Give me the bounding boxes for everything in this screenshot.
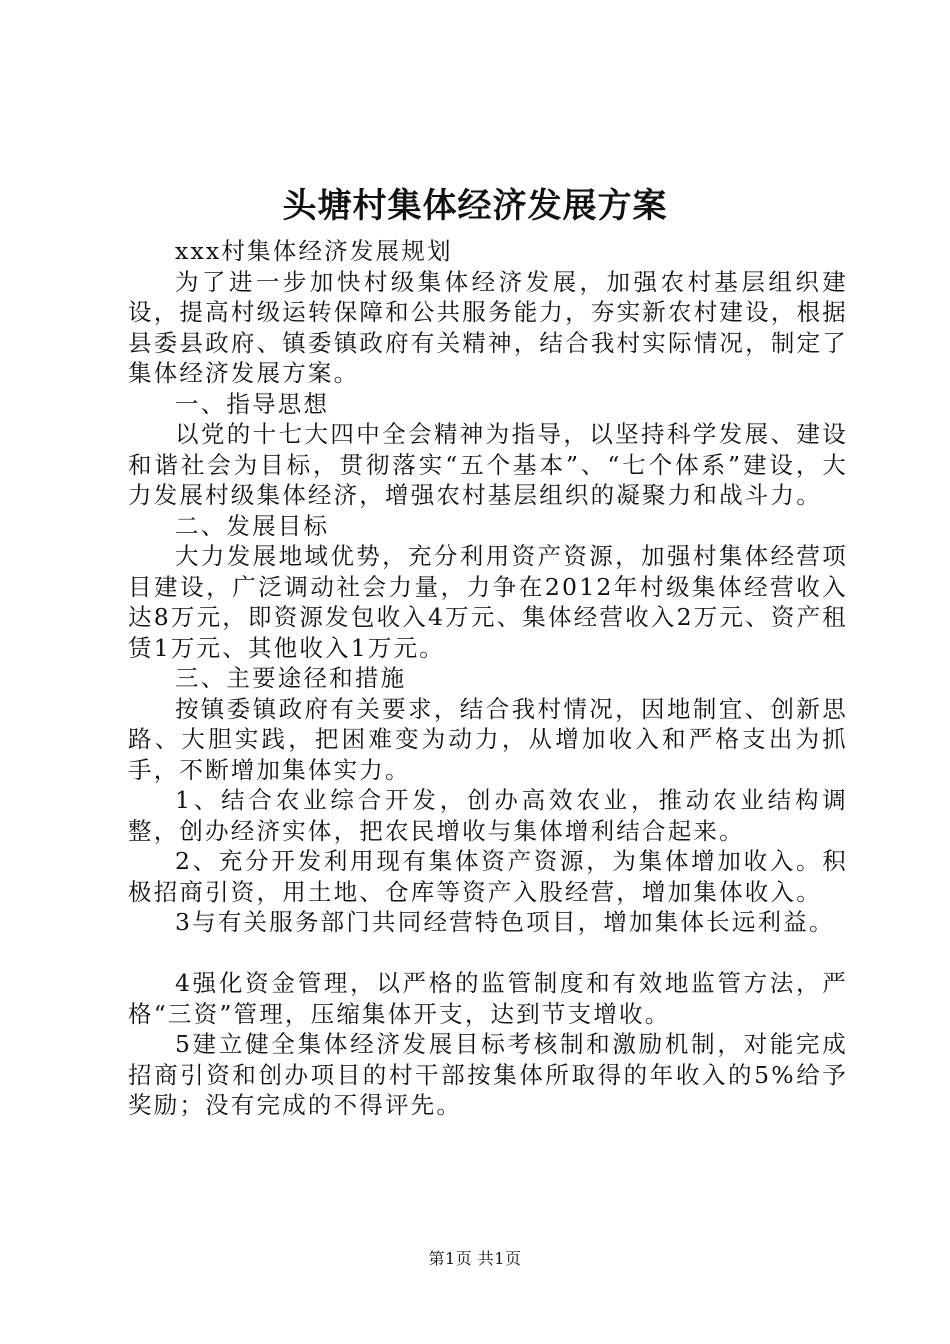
subtitle-paragraph: xxx村集体经济发展规划 bbox=[175, 237, 453, 265]
measure-item-1: 1、结合农业综合开发，创办高效农业，推动农业结构调整，创办经济实体，把农民增收与集体增利结合起来。 bbox=[128, 786, 848, 845]
measure-item-3: 3与有关服务部门共同经营特色项目，增加集体长远利益。 bbox=[175, 908, 835, 936]
document-body bbox=[128, 236, 848, 1121]
page-footer: 第1页 共1页 bbox=[428, 1249, 522, 1268]
intro-paragraph: 为了进一步加快村级集体经济发展，加强农村基层组织建设，提高村级运转保障和公共服务能力，夯实新农村建设，根据县委县政府、镇委镇政府有关精神，结合我村实际情况，制定了集体经济发展方案。 bbox=[128, 267, 848, 387]
measures-paragraph: 按镇委镇政府有关要求，结合我村情况，因地制宜、创新思路、大胆实践，把困难变为动力，从增加收入和严格支出为抓手，不断增加集体实力。 bbox=[128, 694, 848, 784]
section-heading-measures: 三、主要途径和措施 bbox=[175, 664, 407, 692]
measure-item-2: 2、充分开发利用现有集体资产资源，为集体增加收入。积极招商引资，用土地、仓库等资产入股经营，增加集体收入。 bbox=[128, 847, 848, 906]
measure-item-5: 5建立健全集体经济发展目标考核制和激励机制，对能完成招商引资和创办项目的村干部按集体所取得的年收入的5%给予奖励；没有完成的不得评先。 bbox=[128, 1030, 848, 1119]
section-heading-guiding-thought: 一、指导思想 bbox=[175, 389, 330, 418]
guiding-thought-paragraph: 以党的十七大四中全会精神为指导，以坚持科学发展、建设和谐社会为目标，贯彻落实“五个基本”、“七个体系”建设，大力发展村级集体经济，增强农村基层组织的凝聚力和战斗力。 bbox=[128, 420, 848, 509]
document-title: 头塘村集体经济发展方案 bbox=[282, 186, 668, 226]
measure-item-4: 4强化资金管理，以严格的监管制度和有效地监管方法，严格“三资”管理，压缩集体开支，达到节支增收。 bbox=[128, 969, 848, 1028]
development-goal-paragraph: 大力发展地域优势，充分利用资产资源，加强村集体经营项目建设，广泛调动社会力量，力争在2012年村级集体经营收入达8万元，即资源发包收入4万元、集体经营收入2万元、资产租赁1万元、其他收入1万元。 bbox=[128, 542, 848, 662]
section-heading-development-goal: 二、发展目标 bbox=[175, 511, 330, 540]
